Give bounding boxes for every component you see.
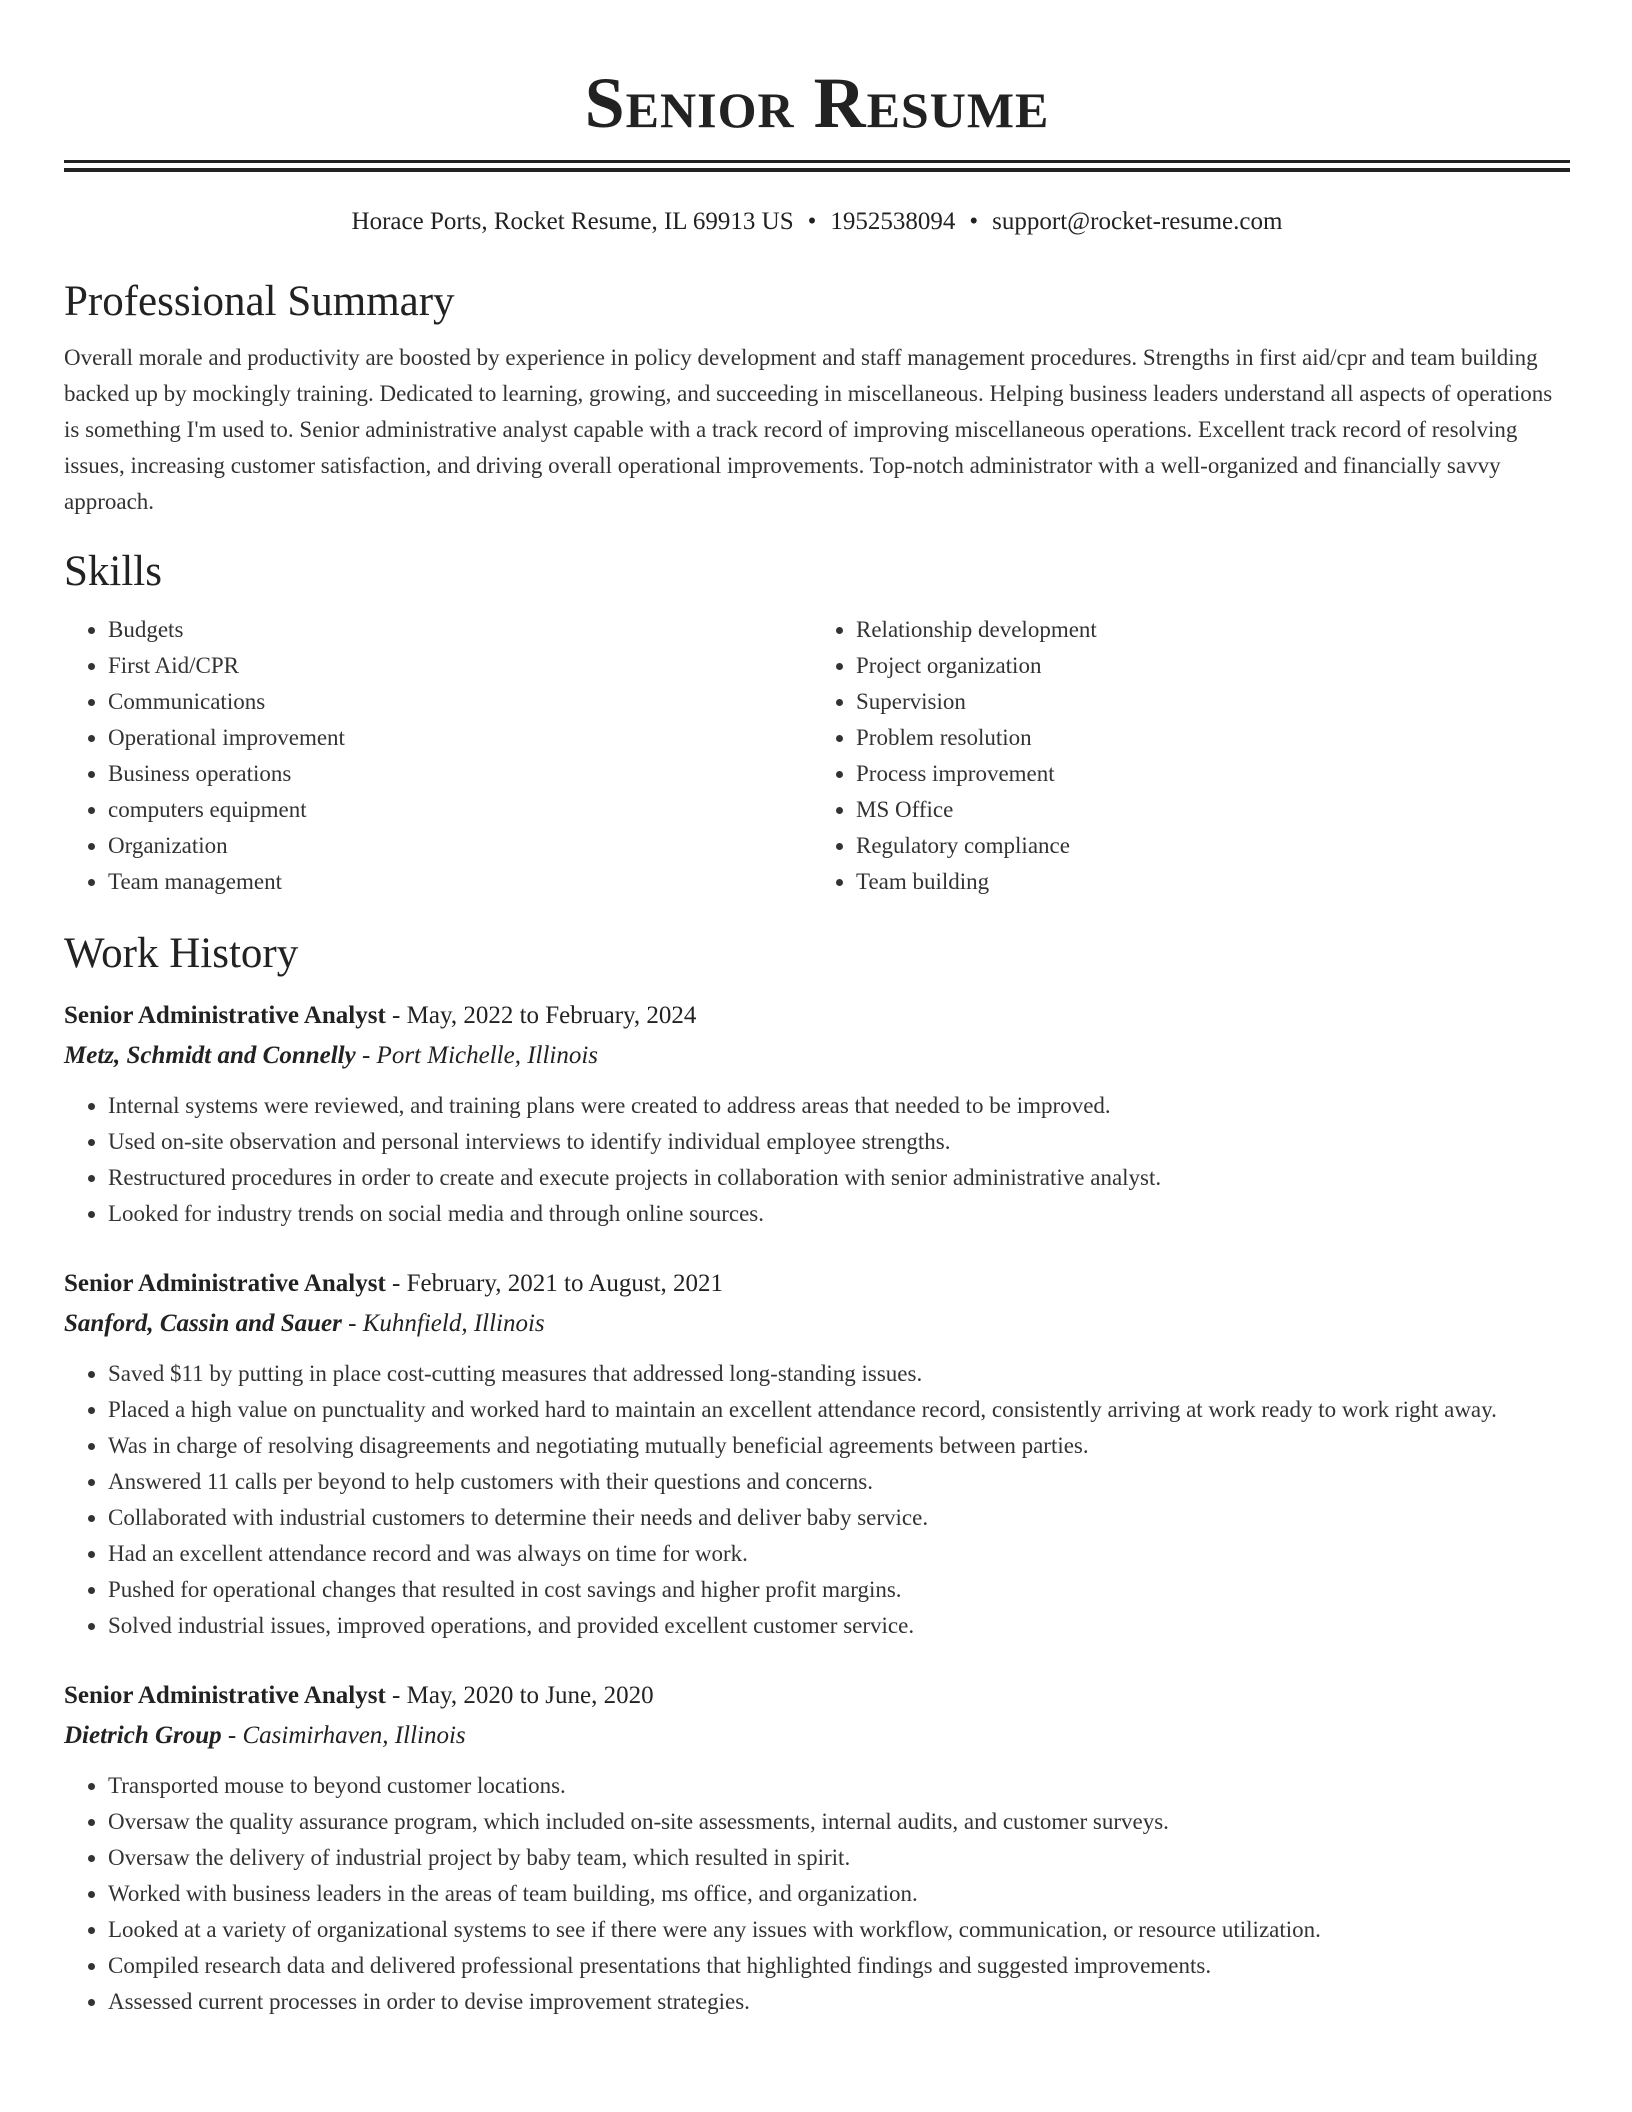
job-bullet: • Assessed current processes in order to devise improvement strategies. <box>108 1984 1570 2020</box>
job-header <box>64 1266 1570 1302</box>
job-title: Senior Administrative Analyst <box>64 1270 386 1297</box>
job-bullet: • Looked at a variety of organizational systems to see if there were any issues with workflow, communication, or resource utilization. <box>108 1912 1570 1948</box>
job-bullets <box>64 1356 1570 1644</box>
skill-item: • Team management <box>108 864 808 900</box>
skill-item: • Relationship development <box>856 612 1556 648</box>
job-dash: - <box>341 1310 363 1337</box>
job-header <box>64 1678 1570 1714</box>
job-bullet: • Worked with business leaders in the areas of team building, ms office, and organization. <box>108 1876 1570 1912</box>
job-dates: May, 2022 to February, 2024 <box>406 1002 697 1029</box>
job-bullet: • Was in charge of resolving disagreements and negotiating mutually beneficial agreements between parties. <box>108 1428 1570 1464</box>
job-title: Senior Administrative Analyst <box>64 1002 386 1029</box>
job-bullet: • Internal systems were reviewed, and training plans were created to address areas that needed to be improved. <box>108 1088 1570 1124</box>
job-bullet: • Collaborated with industrial customers to determine their needs and deliver baby service. <box>108 1500 1570 1536</box>
contact-separator: • <box>969 208 979 235</box>
job-bullet: • Oversaw the delivery of industrial project by baby team, which resulted in spirit. <box>108 1840 1570 1876</box>
skill-item: • Process improvement <box>856 756 1556 792</box>
skills-heading: Skills <box>64 548 162 595</box>
title-divider-bottom <box>64 168 1570 172</box>
skills-column-left <box>64 612 808 900</box>
job-bullet: • Transported mouse to beyond customer locations. <box>108 1768 1570 1804</box>
contact-address: Horace Ports, Rocket Resume, IL 69913 US <box>351 208 794 235</box>
job-location: Kuhnfield, Illinois <box>362 1310 545 1337</box>
summary-heading: Professional Summary <box>64 278 455 325</box>
summary-text: Overall morale and productivity are boosted by experience in policy development and staff management procedures. Strengths in first aid/cpr and team building backed up by mockingly training. Dedicated to learning, growing, and succeeding in miscellaneous. Helping business leaders understand all aspects of operations is something I'm used to. Senior administrative analyst capable with a track record of improving miscellaneous operations. Excellent track record of resolving issues, increasing customer satisfaction, and driving overall operational improvements. Top-notch administrator with a well-organized and financially savvy approach. <box>64 345 1553 514</box>
contact-phone: 1952538094 <box>830 208 956 235</box>
job-bullet: • Saved $11 by putting in place cost-cutting measures that addressed long-standing issues. <box>108 1356 1570 1392</box>
job-bullet: • Solved industrial issues, improved operations, and provided excellent customer service. <box>108 1608 1570 1644</box>
contact-email: support@rocket-resume.com <box>992 208 1283 235</box>
job-employer <box>64 1306 1570 1342</box>
job-company: Sanford, Cassin and Sauer <box>64 1310 342 1337</box>
skills-list <box>64 612 1570 900</box>
skill-item: • Budgets <box>108 612 808 648</box>
job-employer <box>64 1038 1570 1074</box>
job-header <box>64 998 1570 1034</box>
skill-item: • Regulatory compliance <box>856 828 1556 864</box>
job-bullet: • Used on-site observation and personal interviews to identify individual employee strengths. <box>108 1124 1570 1160</box>
job-bullet: • Had an excellent attendance record and was always on time for work. <box>108 1536 1570 1572</box>
job-dash: - <box>385 1682 407 1709</box>
job-dates: May, 2020 to June, 2020 <box>406 1682 654 1709</box>
skills-column-right <box>808 612 1556 900</box>
job-dates: February, 2021 to August, 2021 <box>406 1270 724 1297</box>
job-title: Senior Administrative Analyst <box>64 1682 386 1709</box>
skill-item: • Team building <box>856 864 1556 900</box>
job-bullet: • Answered 11 calls per beyond to help customers with their questions and concerns. <box>108 1464 1570 1500</box>
job-entry <box>64 1266 1570 1644</box>
job-company: Metz, Schmidt and Connelly <box>64 1042 356 1069</box>
skill-item: • Project organization <box>856 648 1556 684</box>
job-entry <box>64 1678 1570 2020</box>
job-dash: - <box>355 1042 377 1069</box>
skill-item: • Business operations <box>108 756 808 792</box>
job-bullet: • Oversaw the quality assurance program, which included on-site assessments, internal audits, and customer surveys. <box>108 1804 1570 1840</box>
job-bullets <box>64 1768 1570 2020</box>
skill-item: • Problem resolution <box>856 720 1556 756</box>
contact-separator: • <box>807 208 817 235</box>
job-bullets <box>64 1088 1570 1232</box>
job-bullet: • Placed a high value on punctuality and worked hard to maintain an excellent attendance record, consistently arriving at work ready to work right away. <box>108 1392 1570 1428</box>
job-dash: - <box>385 1270 407 1297</box>
work-history-heading: Work History <box>64 930 299 977</box>
job-bullet: • Restructured procedures in order to create and execute projects in collaboration with senior administrative analyst. <box>108 1160 1570 1196</box>
skill-item: • Communications <box>108 684 808 720</box>
job-location: Port Michelle, Illinois <box>376 1042 599 1069</box>
skill-item: • Organization <box>108 828 808 864</box>
job-employer <box>64 1718 1570 1754</box>
job-entry <box>64 998 1570 1232</box>
skill-item: • MS Office <box>856 792 1556 828</box>
job-company: Dietrich Group <box>64 1722 222 1749</box>
job-bullet: • Pushed for operational changes that resulted in cost savings and higher profit margins. <box>108 1572 1570 1608</box>
job-dash: - <box>221 1722 243 1749</box>
title-divider-top <box>64 160 1570 163</box>
skill-item: • First Aid/CPR <box>108 648 808 684</box>
skill-item: • computers equipment <box>108 792 808 828</box>
resume-title: Senior Resume <box>584 63 1050 143</box>
job-location: Casimirhaven, Illinois <box>242 1722 466 1749</box>
job-bullet: • Looked for industry trends on social media and through online sources. <box>108 1196 1570 1232</box>
contact-line <box>64 206 1570 238</box>
job-dash: - <box>385 1002 407 1029</box>
skill-item: • Operational improvement <box>108 720 808 756</box>
skill-item: • Supervision <box>856 684 1556 720</box>
resume-page <box>64 0 1570 2020</box>
job-bullet: • Compiled research data and delivered professional presentations that highlighted findings and suggested improvements. <box>108 1948 1570 1984</box>
